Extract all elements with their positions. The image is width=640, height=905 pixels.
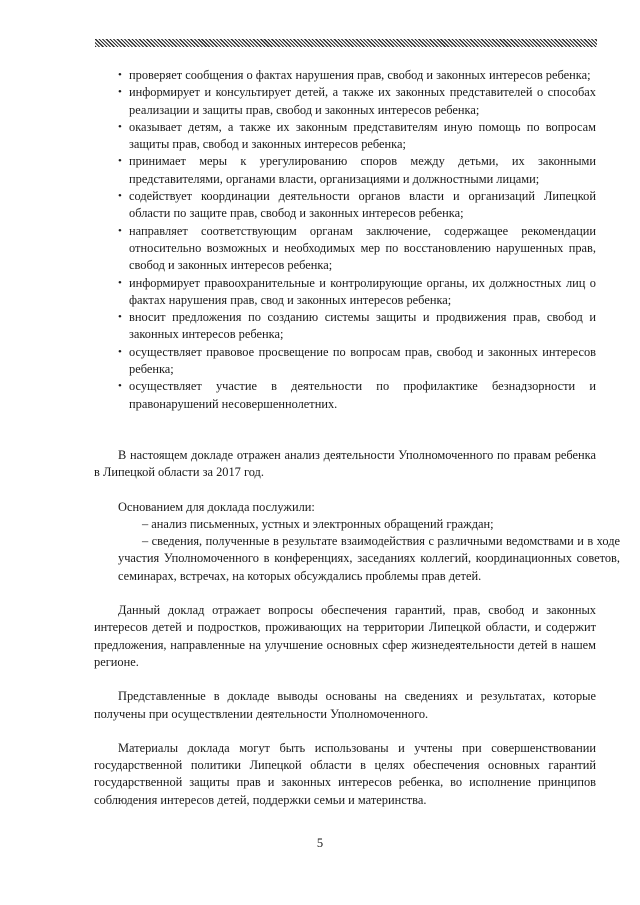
bullet-icon: • (118, 69, 122, 81)
list-item: • оказывает детям, а также их законным представителям иную помощь по вопросам защиты прав, свобод и законных интересов ребенка; (118, 119, 596, 152)
list-item: • информирует правоохранительные и контролирующие органы, их должностных лиц о фактах нарушения прав, свод и законных интересов ребенка; (118, 275, 596, 307)
page-content (94, 67, 620, 809)
bullet-icon: • (118, 120, 122, 133)
list-item: • осуществляет правовое просвещение по вопросам прав, свобод и законных интересов ребенка; (118, 344, 596, 377)
page-number: 5 (316, 836, 324, 850)
bullet-icon: • (118, 380, 122, 393)
list-item: • осуществляет участие в деятельности по профилактике безнадзорности и правонарушений несовершеннолетних. (118, 379, 596, 411)
list-item: • вносит предложения по созданию системы защиты и продвижения прав, свобод и законных интересов ребенка; (118, 310, 596, 342)
list-item: • принимает меры к урегулированию споров между детьми, их законными представителями, органами власти, организациями и должностными лицами; (118, 154, 596, 186)
bullet-icon: • (118, 190, 122, 203)
basis-item: – сведения, полученные в результате взаимодействия с различными ведомствами и в ходе участия Уполномоченного в конференциях, заседаниях коллегий, координационных советов, семинарах, встречах, на которых обсуждались проблемы прав детей. (118, 534, 620, 583)
list-item: • проверяет сообщения о фактах нарушения прав, свобод и законных интересов ребенка; (118, 67, 596, 84)
bullet-icon: • (118, 311, 122, 324)
bullet-icon: • (118, 276, 122, 289)
list-item: • информирует и консультирует детей, а также их законных представителей о способах реализации и защиты прав, свобод и законных интересов ребенка; (118, 85, 596, 117)
list-item: • направляет соответствующим органам заключение, содержащее рекомендации относительно возможных и необходимых мер по восстановлению нарушенных прав, свобод и законных интересов ребенка; (118, 223, 596, 273)
basis-item: – анализ письменных, устных и электронных обращений граждан; (142, 516, 494, 531)
report-intro-paragraph: В настоящем докладе отражен анализ деятельности Уполномоченного по правам ребенка в Липецкой области за 2017 год. (94, 447, 596, 480)
bullet-icon: • (118, 86, 122, 99)
bullet-icon: • (118, 155, 122, 168)
materials-paragraph: Материалы доклада могут быть использованы и учтены при совершенствовании государственной политики Липецкой области в целях обеспечения основных гарантий государственной защиты прав и законных интересов ребенка, во исполнение принципов соблюдения интересов детей, поддержки семьи и материнства. (94, 740, 596, 807)
report-scope-paragraph: Данный доклад отражает вопросы обеспечения гарантий, прав, свобод и законных интересов детей и подростков, проживающих на территории Липецкой области, и содержит предложения, направленные на улучшение основных сфер жизнедеятельности детей в нашем регионе. (94, 603, 596, 669)
list-item: • содействует координации деятельности органов власти и организаций Липецкой области по защите прав, свобод и законных интересов ребенка; (118, 189, 596, 221)
conclusions-paragraph: Представленные в докладе выводы основаны на сведениях и результатах, которые получены при осуществлении деятельности Уполномоченного. (94, 689, 596, 721)
basis-heading: Основанием для доклада послужили: (118, 499, 315, 514)
header-hatched-band (95, 39, 597, 47)
bullet-icon: • (118, 345, 122, 358)
bullet-icon: • (118, 224, 122, 237)
duties-list (118, 67, 596, 413)
